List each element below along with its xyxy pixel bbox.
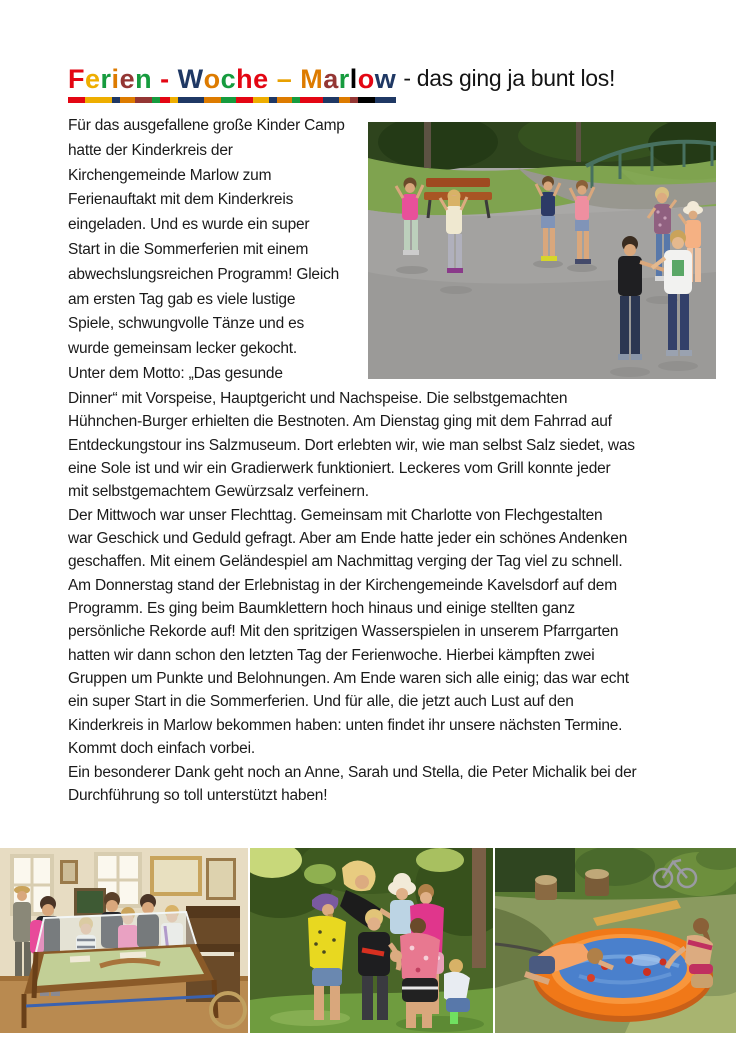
article-top-section — [68, 114, 716, 387]
text-line: abwechslungsreichen Programm! Gleich — [68, 265, 340, 283]
title-letter: – — [277, 64, 293, 103]
text-line: Kinderkreis in Marlow bekommen haben: unten findet ihr unsere nächsten Termine. — [68, 716, 623, 734]
page-title — [68, 64, 615, 103]
title-letter: i — [112, 64, 120, 103]
text-line: Unter dem Motto: „Das gesunde — [68, 364, 283, 382]
title-letter: e — [253, 64, 269, 103]
text-line: ein super Start in die Sommerferien. Und für alle, die jetzt auch Lust auf den — [68, 693, 574, 711]
text-line: Kirchengemeinde Marlow zum — [68, 166, 272, 184]
text-line: Ein besonderer Dank geht noch an Anne, Sarah und Stella, die Peter Michalik bei der — [68, 763, 637, 781]
text-line: am ersten Tag gab es viele lustige — [68, 290, 296, 308]
text-line: Hühnchen-Burger erhielten die Bestnoten. Am Dienstag ging mit dem Fahrrad auf — [68, 413, 612, 431]
photo-museum-image — [0, 848, 248, 1033]
photo-playground — [368, 122, 716, 379]
title-letter — [170, 64, 178, 103]
photo-playground-image — [368, 122, 716, 379]
text-line: Durchführung so toll unterstützt haben! — [68, 786, 328, 804]
text-line: Ferienauftakt mit dem Kinderkreis — [68, 191, 294, 209]
paddling-pool — [533, 928, 713, 1022]
text-line: Entdeckungstour ins Salzmuseum. Dort erlebten wir, wie man selbst Salz siedet, was — [68, 436, 635, 454]
title-letter: n — [135, 64, 152, 103]
text-line: Spiele, schwungvolle Tänze und es — [68, 315, 305, 333]
title-letter: - — [160, 64, 170, 103]
text-line: Gruppen um Punkte und Belohnungen. Am Ende waren sich alle einig; das war echt — [68, 670, 629, 688]
title-letter: r — [101, 64, 112, 103]
title-letter: o — [204, 64, 221, 103]
text-line: Kommt doch einfach vorbei. — [68, 740, 255, 758]
photo-pool — [495, 848, 736, 1033]
text-line: Dinner“ mit Vorspeise, Hauptgericht und Nachspeise. Die selbstgemachten — [68, 390, 568, 407]
title-letter: c — [221, 64, 237, 103]
joined-hands — [390, 950, 402, 962]
title-letter: F — [68, 64, 85, 103]
title-letter: W — [178, 64, 204, 103]
text-line: Programm. Es ging beim Baumklettern hoch hinaus und einige stellten ganz — [68, 600, 575, 618]
text-line: hatten wir dann schon den letzten Tag der Ferienwoche. Hierbei kämpften zwei — [68, 646, 595, 664]
text-line: Am Donnerstag stand der Erlebnistag in der Kirchengemeinde Kavelsdorf auf dem — [68, 576, 617, 594]
title-letter: r — [339, 64, 350, 103]
text-line: wurde gemeinsam lecker gekocht. — [68, 340, 297, 358]
text-line: Start in die Sommerferien mit einem — [68, 240, 309, 258]
text-line: Für das ausgefallene große Kinder Camp — [68, 117, 345, 134]
text-line: eine Sole ist und wir ein Gradierwerk funktioniert. Leckeres vom Grill konnte jeder — [68, 460, 611, 478]
article-text-left — [68, 114, 368, 387]
photo-garden-game — [250, 848, 493, 1033]
title-letter: e — [120, 64, 136, 103]
title-suffix: - das ging ja bunt los! — [403, 65, 616, 91]
title-letter — [152, 64, 160, 103]
photo-museum — [0, 848, 248, 1033]
article-text-full — [68, 387, 708, 807]
text-line: geschaffen. Mit einem Geländespiel am Nachmittag verging der Tag viel zu schnell. — [68, 553, 623, 571]
title-letter: l — [350, 64, 358, 103]
title-letter: e — [85, 64, 101, 103]
photo-strip — [0, 848, 736, 1033]
title-letter — [269, 64, 277, 103]
text-line: hatte der Kinderkreis der — [68, 141, 233, 159]
title-letter: a — [323, 64, 339, 103]
text-line: mit selbstgemachtem Gewürzsalz verfeinern. — [68, 483, 369, 501]
photo-garden-game-image — [250, 848, 493, 1033]
photo-pool-image — [495, 848, 736, 1033]
text-line: eingeladen. Und es wurde ein super — [68, 216, 310, 234]
title-letter: o — [358, 64, 375, 103]
title-letter: h — [236, 64, 253, 103]
title-letter: w — [375, 64, 397, 103]
title-letter: M — [300, 64, 323, 103]
text-line: Der Mittwoch war unser Flechttag. Gemeinsam mit Charlotte von Flechgestalten — [68, 506, 603, 524]
title-colored-text — [68, 64, 396, 103]
title-letter — [292, 64, 300, 103]
text-line: persönliche Rekorde auf! Mit den spritzigen Wasserspielen in unserem Pfarrgarten — [68, 623, 619, 641]
text-line: war Geschick und Geduld gefragt. Aber am Ende hatte jeder ein schönes Andenken — [68, 530, 628, 548]
